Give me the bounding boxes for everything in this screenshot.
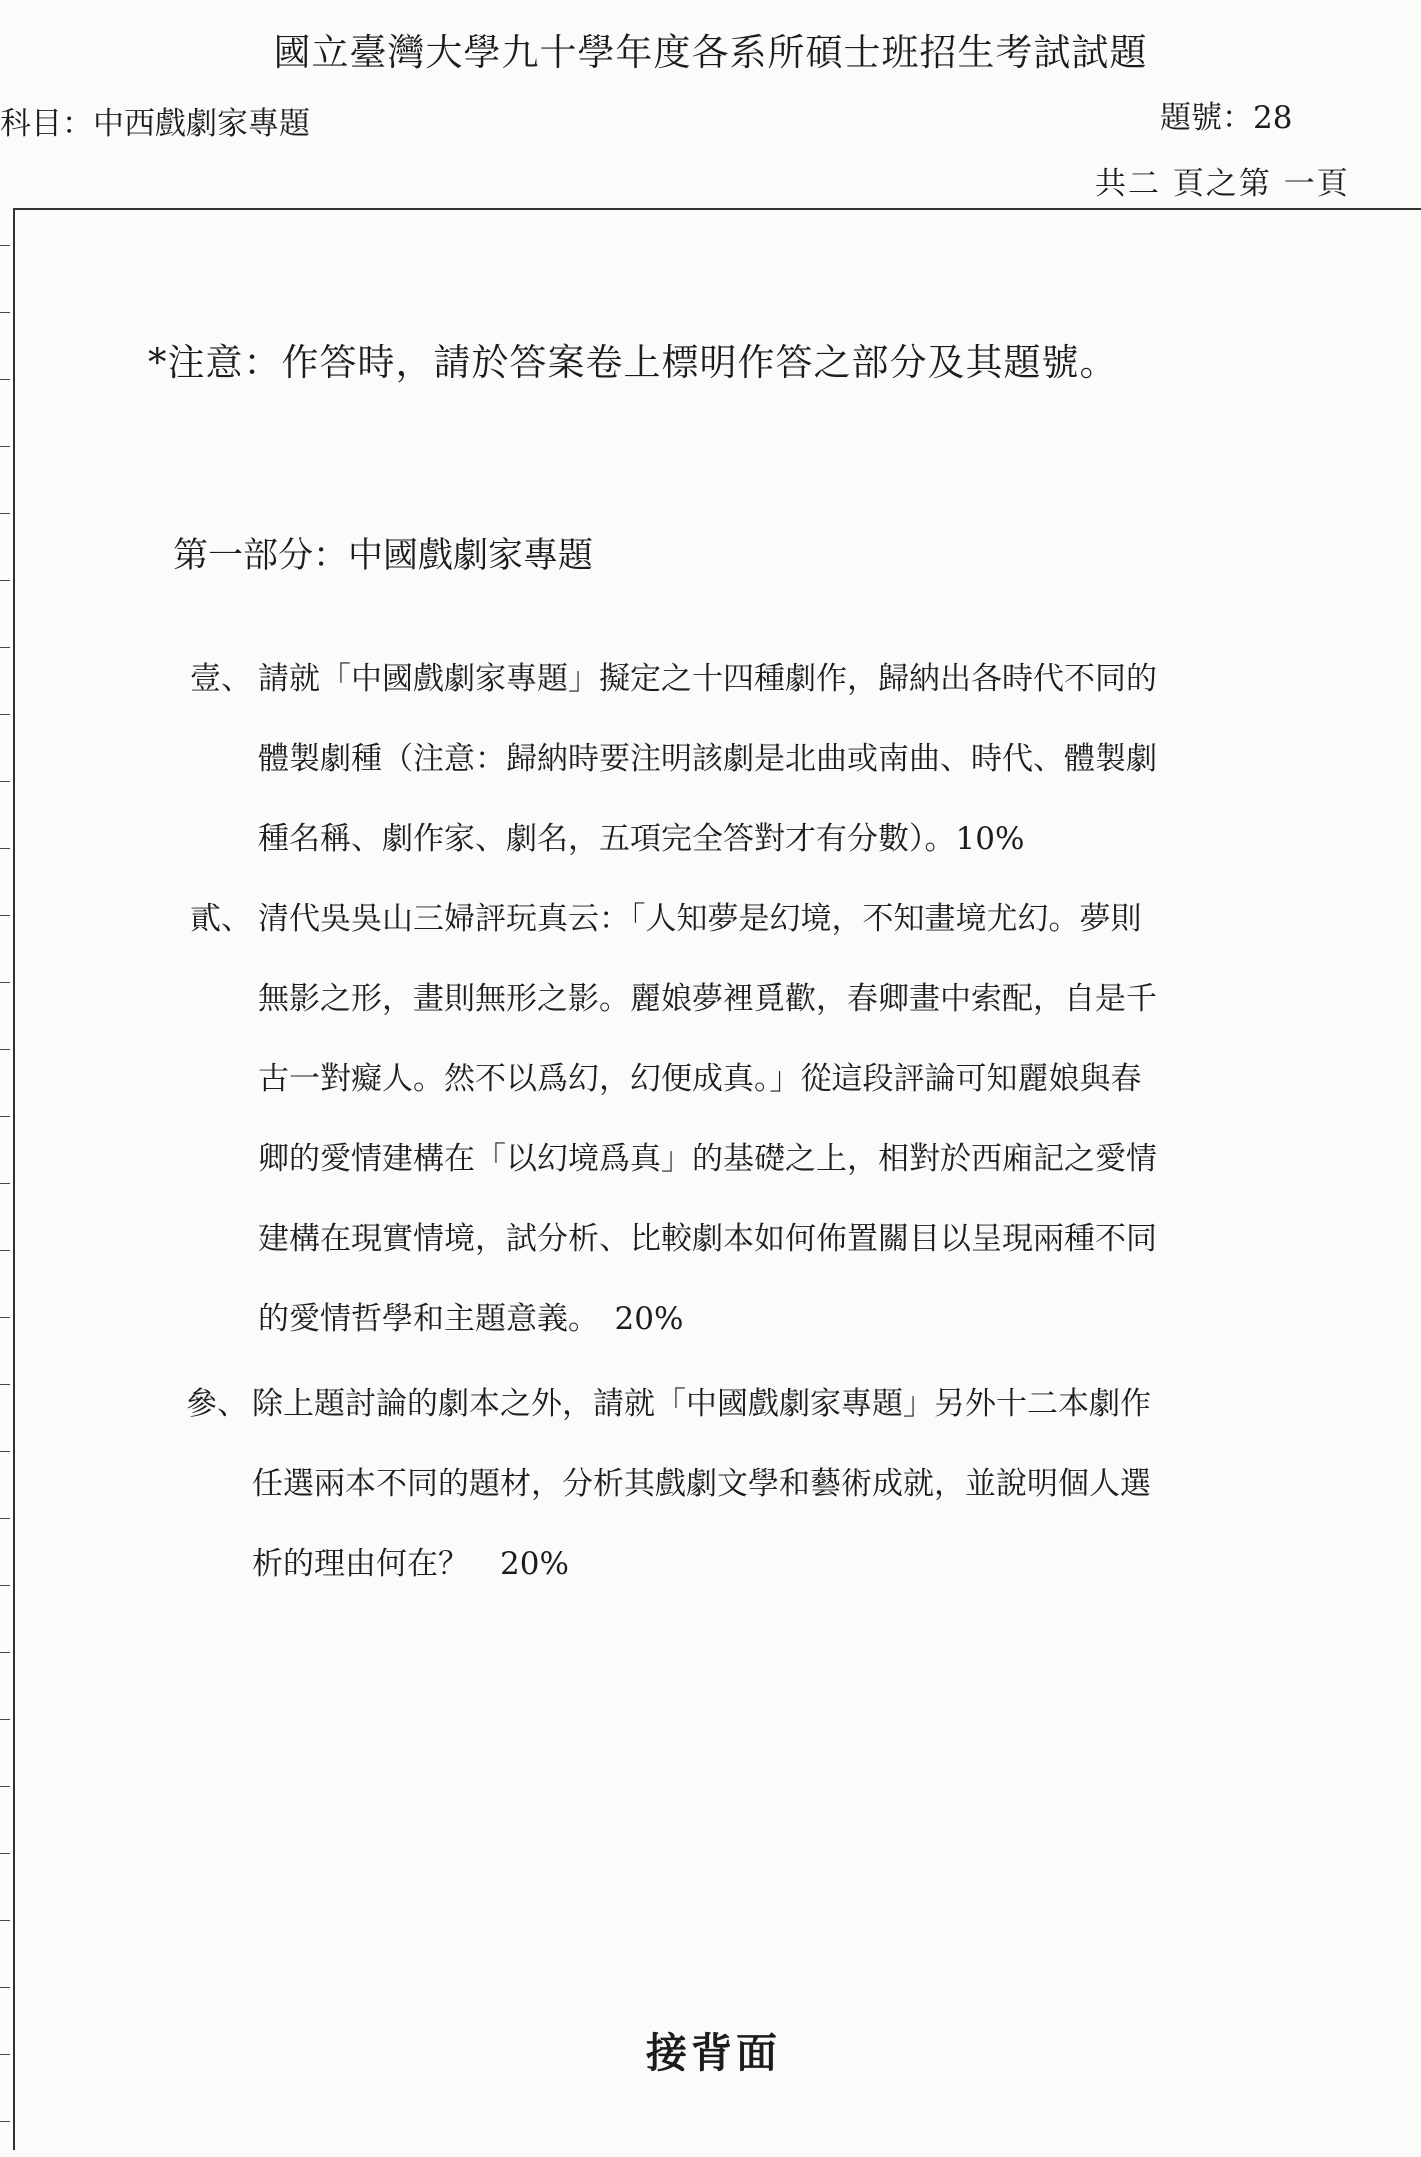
question-line: 的愛情哲學和主題意義。 20% xyxy=(258,1301,684,1337)
margin-tick xyxy=(0,1384,10,1385)
margin-tick xyxy=(0,1719,10,1720)
subject-label: 科目：中西戲劇家專題 xyxy=(0,106,310,142)
margin-tick xyxy=(0,446,10,447)
exam-title: 國立臺灣大學九十學年度各系所碩士班招生考試試題 xyxy=(273,31,1148,74)
margin-tick xyxy=(0,982,10,983)
margin-tick xyxy=(0,1853,10,1854)
margin-tick xyxy=(0,1786,10,1787)
question-line: 無影之形，畫則無形之影。麗娘夢裡覓歡，春卿畫中索配，自是千 xyxy=(258,981,1157,1017)
margin-tick xyxy=(0,245,10,246)
question-line: 建構在現實情境，試分析、比較劇本如何佈置關目以呈現兩種不同 xyxy=(258,1221,1157,1257)
margin-tick xyxy=(0,1920,10,1921)
continue-on-back-note: 接背面 xyxy=(646,2029,781,2077)
question-line: 卿的愛情建構在「以幻境爲真」的基礎之上，相對於西廂記之愛情 xyxy=(258,1141,1157,1177)
question-line: 請就「中國戲劇家專題」擬定之十四種劇作，歸納出各時代不同的 xyxy=(258,661,1157,697)
margin-tick xyxy=(0,312,10,313)
question-label: 參、 xyxy=(186,1386,248,1422)
section-title: 第一部分：中國戲劇家專題 xyxy=(173,536,594,576)
margin-tick xyxy=(0,1585,10,1586)
question-line: 體製劇種（注意：歸納時要注明該劇是北曲或南曲、時代、體製劇 xyxy=(258,741,1157,777)
question-line: 種名稱、劇作家、劇名，五項完全答對才有分數）。10% xyxy=(258,821,1025,857)
margin-tick xyxy=(0,915,10,916)
margin-tick xyxy=(0,580,10,581)
margin-tick xyxy=(0,1317,10,1318)
page-info: 共二 頁之第 一頁 xyxy=(1095,166,1350,202)
margin-tick xyxy=(0,2054,10,2055)
question-line: 任選兩本不同的題材，分析其戲劇文學和藝術成就，並說明個人選 xyxy=(252,1466,1151,1502)
margin-tick xyxy=(0,1116,10,1117)
margin-tick xyxy=(0,714,10,715)
answer-frame xyxy=(13,208,1421,2150)
question-line: 除上題討論的劇本之外，請就「中國戲劇家專題」另外十二本劇作 xyxy=(252,1386,1151,1422)
margin-tick xyxy=(0,1049,10,1050)
question-number: 題號：28 xyxy=(1160,100,1293,136)
margin-tick xyxy=(0,647,10,648)
margin-tick xyxy=(0,1183,10,1184)
margin-tick xyxy=(0,379,10,380)
margin-tick xyxy=(0,781,10,782)
margin-tick xyxy=(0,1652,10,1653)
question-line: 析的理由何在？ 20% xyxy=(252,1546,569,1582)
question-line: 清代吳吳山三婦評玩真云：「人知夢是幻境，不知畫境尤幻。夢則 xyxy=(258,901,1142,937)
question-label: 壹、 xyxy=(190,661,252,697)
margin-tick xyxy=(0,2121,10,2122)
question-label: 貳、 xyxy=(190,901,252,937)
margin-tick xyxy=(0,513,10,514)
question-line: 古一對癡人。然不以爲幻，幻便成真。」從這段評論可知麗娘與春 xyxy=(258,1061,1142,1097)
margin-tick xyxy=(0,1518,10,1519)
margin-tick xyxy=(0,848,10,849)
margin-tick xyxy=(0,1451,10,1452)
notice-text: *注意：作答時，請於答案卷上標明作答之部分及其題號。 xyxy=(148,341,1118,384)
margin-tick xyxy=(0,1250,10,1251)
margin-tick xyxy=(0,1987,10,1988)
